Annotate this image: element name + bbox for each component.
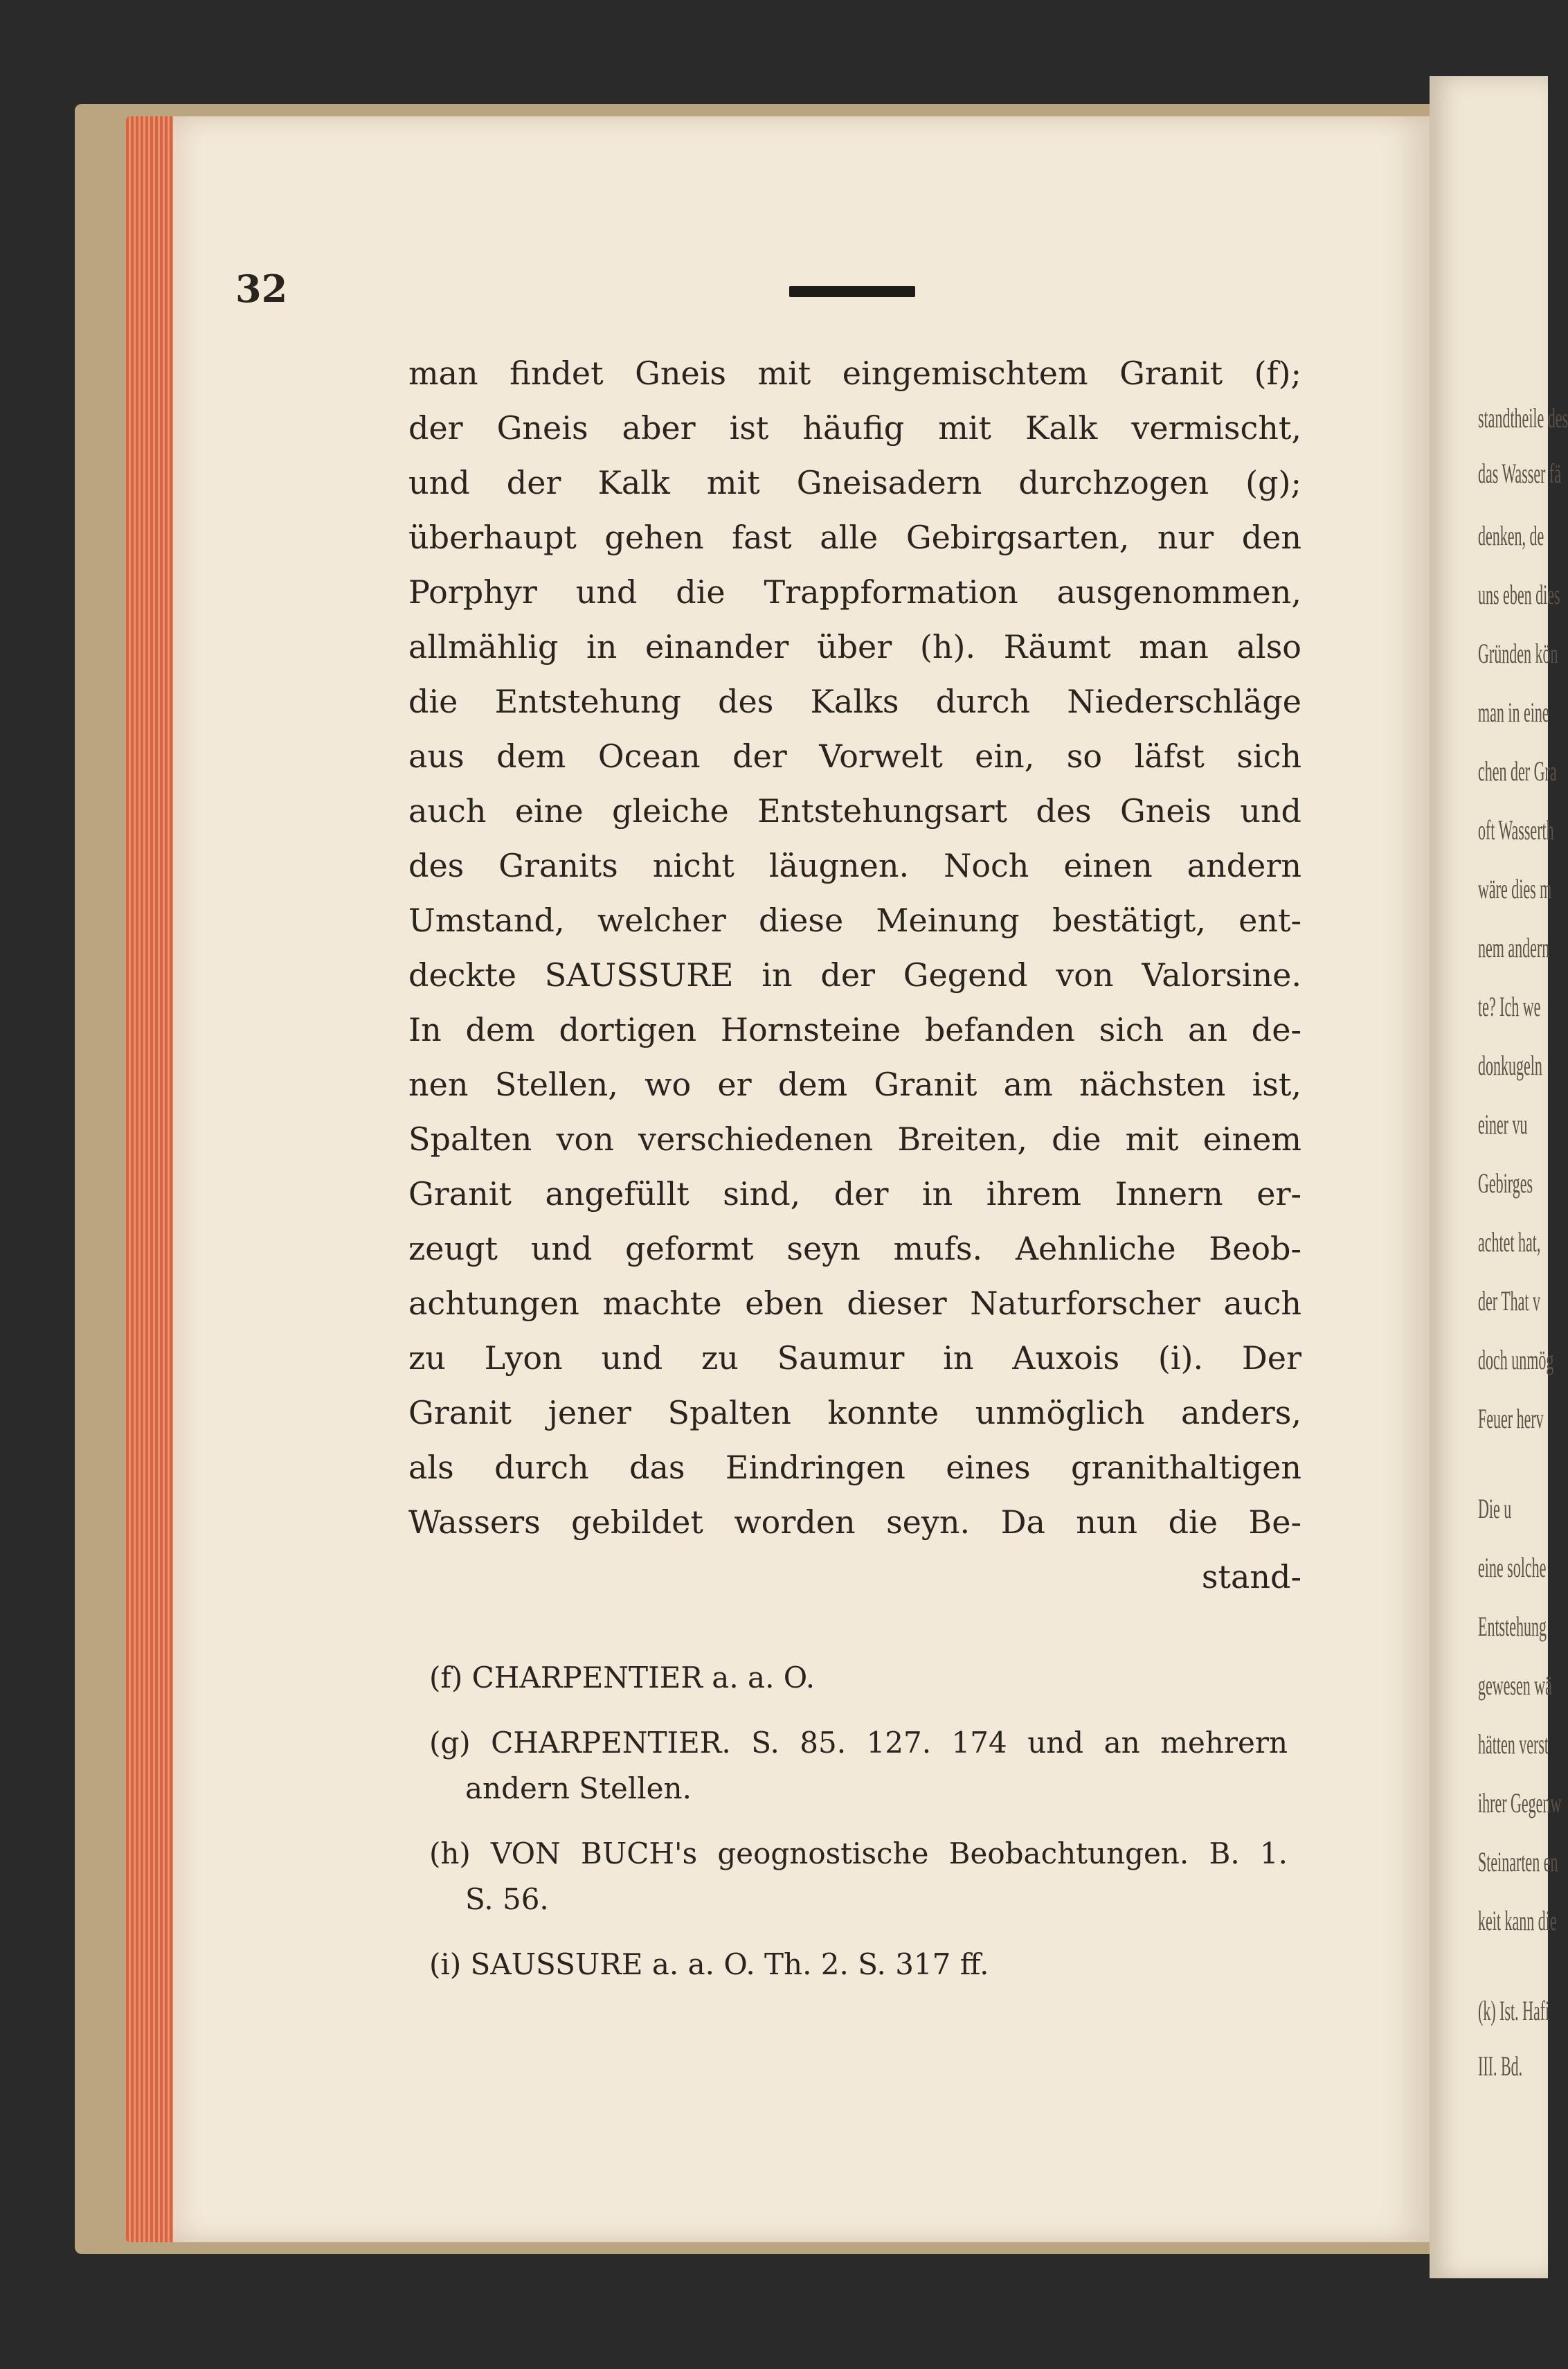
facing-line: standtheile des [1478, 402, 1568, 433]
page-header [235, 267, 1301, 322]
footnote-continuation: S. 56. [465, 1882, 549, 1916]
facing-line: oft Wasserth [1478, 814, 1554, 846]
facing-line: uns eben dies [1478, 579, 1560, 610]
text-line: auch eine gleiche Entstehungsart des Gneis und [408, 792, 1301, 830]
text-line: Spalten von verschiedenen Breiten, die mit einem [408, 1120, 1301, 1158]
footnotes [429, 1655, 1288, 2007]
footnote-line: (h) VON BUCH's geognostische Beobachtungen. B. 1. [429, 1836, 1288, 1870]
facing-line: Feuer herv [1478, 1403, 1544, 1434]
facing-line: gewesen wä [1478, 1670, 1552, 1701]
text-line: Granit jener Spalten konnte unmöglich anders, [408, 1394, 1301, 1431]
text-line: Porphyr und die Trappformation ausgenommen, [408, 573, 1301, 611]
facing-line: doch unmög [1478, 1344, 1554, 1375]
facing-line: der That v [1478, 1285, 1541, 1316]
facing-page [1430, 76, 1568, 2278]
footnote-h [429, 1831, 1288, 1922]
text-line: zu Lyon und zu Saumur in Auxois (i). Der [408, 1339, 1301, 1377]
text-line: aus dem Ocean der Vorwelt ein, so läfst sich [408, 737, 1301, 775]
text-line: als durch das Eindringen eines granithaltigen [408, 1449, 1301, 1486]
text-line: und der Kalk mit Gneisadern durchzogen (g); [408, 464, 1301, 501]
text-line: man findet Gneis mit eingemischtem Granit (f); [408, 355, 1301, 392]
text-line: der Gneis aber ist häufig mit Kalk vermischt, [408, 409, 1301, 447]
text-line: die Entstehung des Kalks durch Niederschläge [408, 683, 1301, 720]
footnote-line: (i) SAUSSURE a. a. O. Th. 2. S. 317 ff. [429, 1947, 989, 1981]
text-line: achtungen machte eben dieser Naturforscher auch [408, 1285, 1301, 1322]
facing-line: man in eine [1478, 697, 1549, 728]
text-line: deckte SAUSSURE in der Gegend von Valorsine. [408, 956, 1301, 994]
facing-line: wäre dies m [1478, 873, 1552, 904]
body-text [408, 346, 1301, 1604]
facing-line: keit kann die [1478, 1905, 1557, 1936]
facing-line: chen der Gra [1478, 756, 1557, 787]
facing-line: donkugeln [1478, 1050, 1542, 1081]
text-line: Umstand, welcher diese Meinung bestätigt, ent- [408, 902, 1301, 939]
facing-line: Gründen kön [1478, 638, 1558, 669]
facing-line: nem andern [1478, 932, 1550, 963]
facing-line: Die u [1478, 1493, 1512, 1524]
footnote-continuation: andern Stellen. [465, 1771, 692, 1805]
facing-line: Gebirges [1478, 1168, 1533, 1199]
facing-line: ihrer Gegenw [1478, 1787, 1562, 1818]
footnote-i [429, 1942, 1288, 1987]
facing-line: Entstehung [1478, 1611, 1547, 1642]
catchword: stand- [1201, 1558, 1301, 1595]
text-line: Granit angefüllt sind, der in ihrem Innern er- [408, 1175, 1301, 1213]
footnote-line: (g) CHARPENTIER. S. 85. 127. 174 und an mehrern [429, 1726, 1288, 1760]
facing-line: das Wasser fä [1478, 458, 1562, 489]
facing-line: te? Ich we [1478, 991, 1541, 1022]
page-number: 32 [235, 267, 288, 311]
facing-line: (k) Ist. Hafi [1478, 1995, 1550, 2026]
facing-line: einer vu [1478, 1109, 1528, 1140]
text-line: zeugt und geformt seyn mufs. Aehnliche Beob- [408, 1230, 1301, 1267]
facing-line: hätten verst [1478, 1728, 1549, 1760]
text-line: überhaupt gehen fast alle Gebirgsarten, nur den [408, 519, 1301, 556]
text-line: In dem dortigen Hornsteine befanden sich an de- [408, 1011, 1301, 1048]
text-line: des Granits nicht läugnen. Noch einen andern [408, 847, 1301, 884]
text-line: Wassers gebildet worden seyn. Da nun die Be- [408, 1503, 1301, 1541]
header-rule [789, 286, 915, 297]
footnote-f [429, 1655, 1288, 1701]
footnote-line: (f) CHARPENTIER a. a. O. [429, 1661, 815, 1695]
facing-line: III. Bd. [1478, 2050, 1523, 2082]
facing-line: achtet hat, [1478, 1226, 1541, 1258]
text-line: nen Stellen, wo er dem Granit am nächsten ist, [408, 1066, 1301, 1103]
facing-line: eine solche [1478, 1552, 1547, 1583]
text-line: allmählig in einander über (h). Räumt man also [408, 628, 1301, 665]
footnote-g [429, 1720, 1288, 1812]
facing-line: Steinarten en [1478, 1846, 1558, 1877]
facing-line: denken, de [1478, 520, 1544, 551]
